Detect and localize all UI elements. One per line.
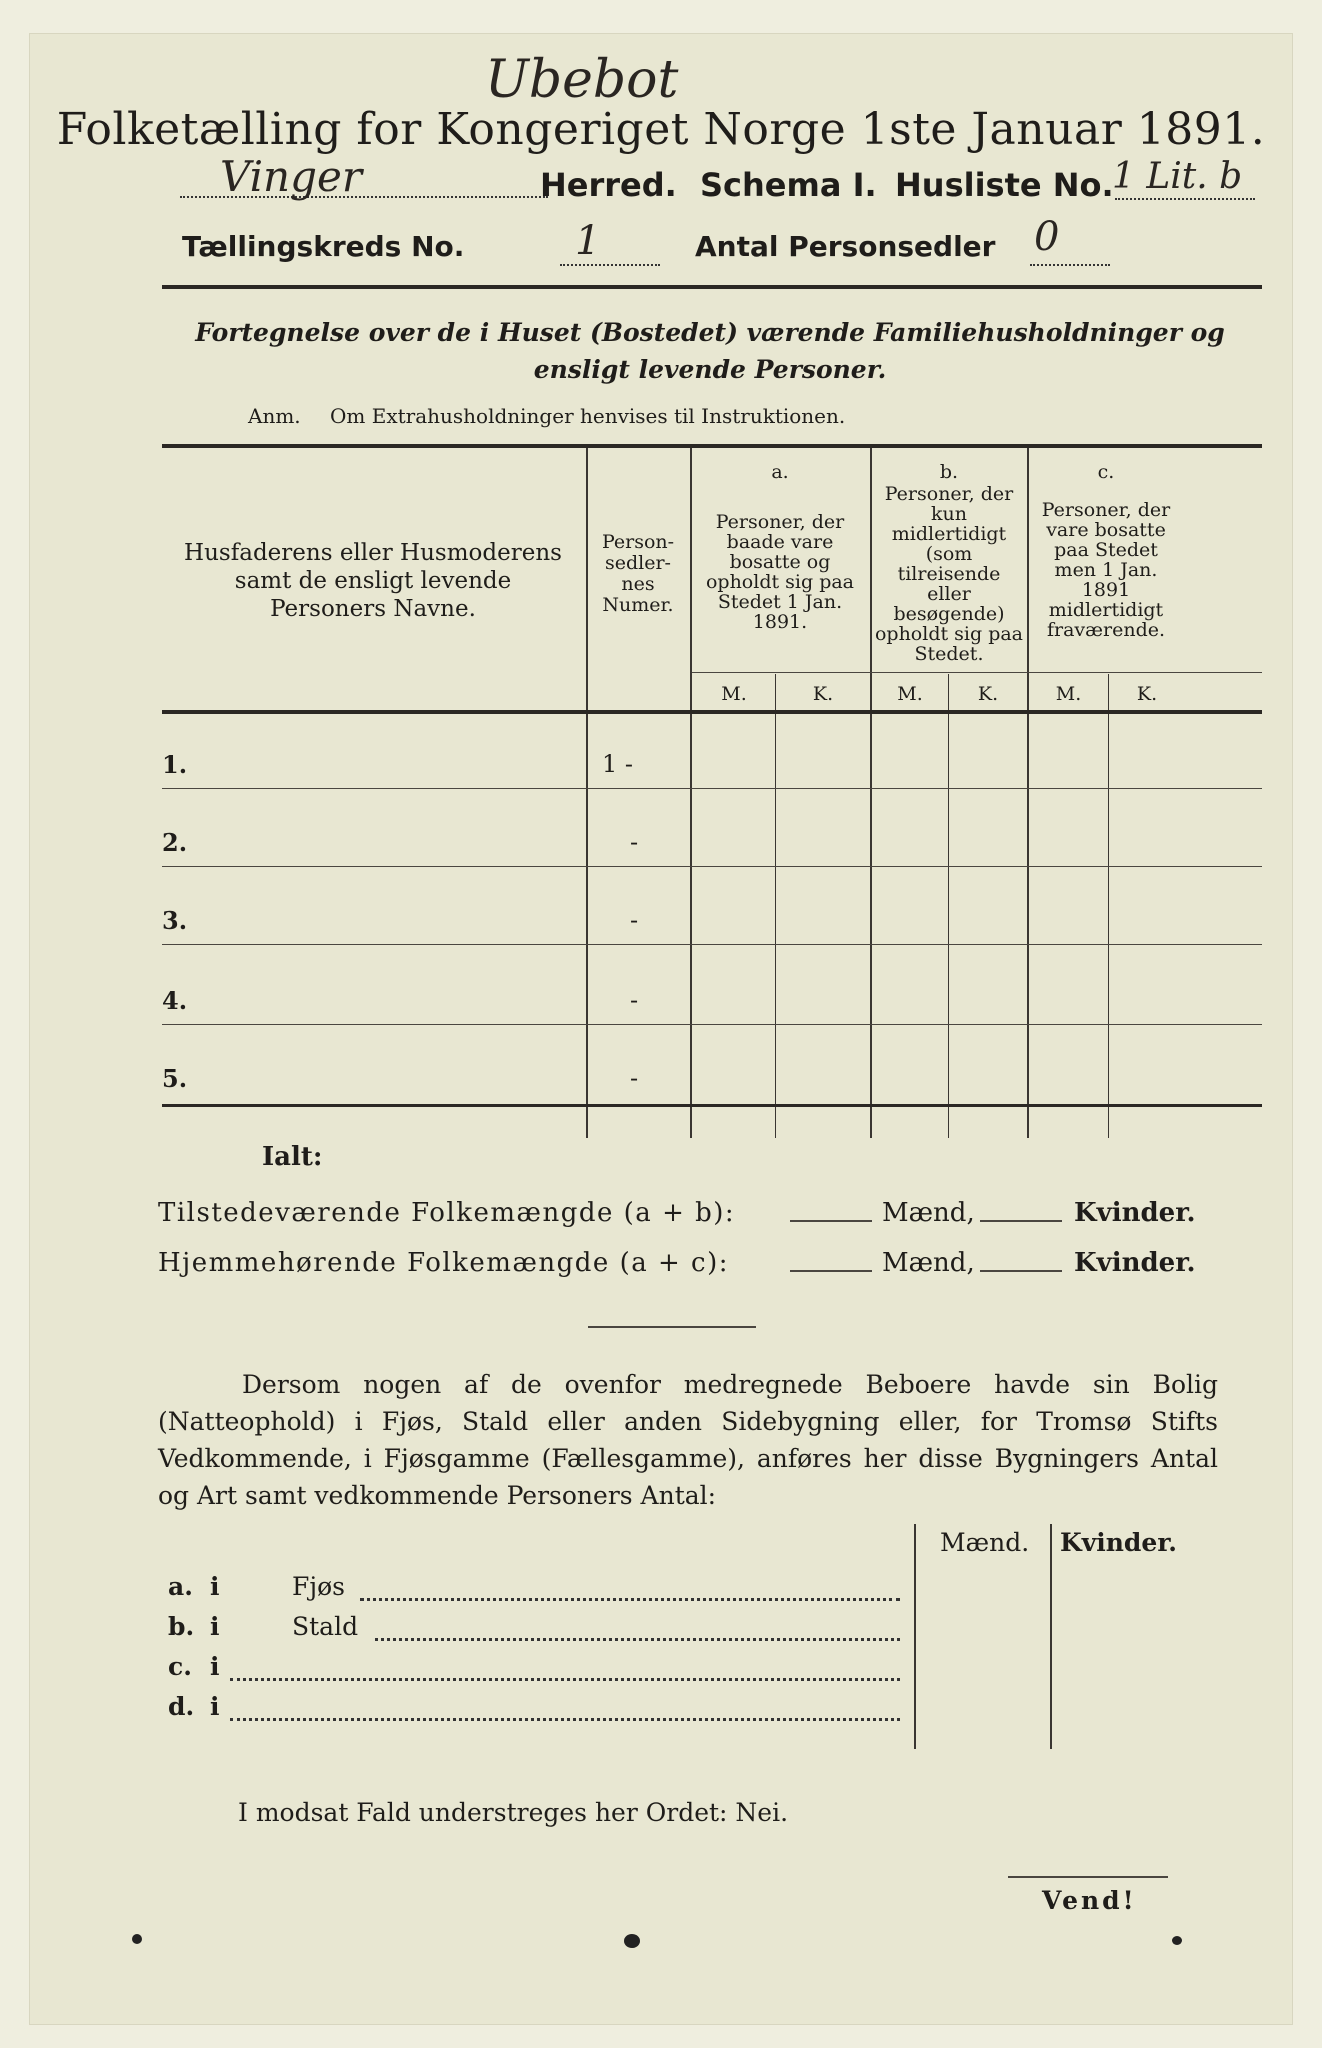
- tilstede-kvinder-label: Kvinder.: [1074, 1198, 1196, 1228]
- tilstede-maend-label: Mænd,: [882, 1198, 975, 1228]
- ialt-label: Ialt:: [262, 1142, 323, 1172]
- building-row-dots: [360, 1596, 900, 1601]
- buildings-col-divider: [914, 1524, 916, 1749]
- tilstede-maend-blank: [790, 1220, 872, 1222]
- col-a-m: M.: [721, 683, 747, 705]
- census-form: [30, 34, 1292, 2024]
- mk-header-line: [692, 672, 1262, 673]
- anm-text: Om Extrahusholdninger henvises til Instruktionen.: [330, 404, 846, 428]
- row-numer: -: [630, 986, 639, 1014]
- col-divider: [870, 448, 872, 1138]
- col-divider-mk: [1108, 674, 1109, 1138]
- building-row-dots: [230, 1716, 900, 1721]
- binding-hole: [624, 1934, 640, 1948]
- row-line: [162, 944, 1262, 945]
- herred-label: Herred.: [540, 166, 677, 204]
- hjemme-maend-label: Mænd,: [882, 1248, 975, 1278]
- header-rule: [162, 285, 1262, 289]
- row-line: [162, 866, 1262, 867]
- buildings-kvinder-header: Kvinder.: [1060, 1528, 1177, 1557]
- col-c-letter: c.: [1097, 461, 1115, 483]
- row-number: 4.: [162, 986, 188, 1015]
- personsedler-count: 0: [1034, 214, 1060, 260]
- row-numer: -: [630, 828, 639, 856]
- col-a-k: K.: [812, 683, 834, 705]
- row-numer: -: [630, 906, 639, 934]
- building-row-prep: i: [210, 1652, 220, 1681]
- building-row-prep: i: [210, 1572, 220, 1601]
- building-row-prep: i: [210, 1612, 220, 1641]
- col-divider-mk: [948, 674, 949, 1138]
- vend-rule: [1008, 1876, 1168, 1878]
- antal-dotted-line: [1030, 262, 1110, 266]
- row-numer: -: [630, 1064, 639, 1092]
- buildings-paragraph: Dersom nogen af de ovenfor medregnede Beboere havde sin Bolig (Natteophold) i Fjøs, Stald eller anden Sidebygning eller, for Tromsø Stifts Vedkommende, i Fjøsgamme (Fællesgamme), anføres her disse Bygningers Antal og Art samt vedkommende Personers Antal:: [158, 1370, 1218, 1510]
- row-number: 5.: [162, 1064, 188, 1093]
- building-row-letter: c.: [168, 1652, 192, 1681]
- handwritten-top-note: Ubebot: [485, 50, 679, 110]
- binding-mark: [132, 1934, 142, 1944]
- kreds-number: 1: [575, 218, 601, 264]
- husliste-label: Husliste No.: [895, 166, 1114, 204]
- row-number: 3.: [162, 906, 188, 935]
- nei-instruction: I modsat Fald understreges her Ordet: Nei.: [238, 1798, 789, 1827]
- row-line: [162, 1024, 1262, 1025]
- building-row-letter: b.: [168, 1612, 195, 1641]
- building-row-prep: i: [210, 1692, 220, 1721]
- section-divider: [588, 1326, 756, 1328]
- table-bottom-rule: [162, 1104, 1262, 1107]
- col-a-text: Personer, der baade vare bosatte og opholdt sig paa Stedet 1 Jan. 1891.: [705, 511, 855, 633]
- form-title: Folketælling for Kongeriget Norge 1ste Januar 1891.: [56, 104, 1266, 155]
- col-header-names: Husfaderens eller Husmoderens samt de ensligt levende Personers Navne.: [184, 540, 562, 622]
- building-row-dots: [230, 1676, 900, 1681]
- row-number: 2.: [162, 828, 188, 857]
- building-row-letter: d.: [168, 1692, 195, 1721]
- binding-mark: [1172, 1936, 1182, 1945]
- table-top-rule: [162, 444, 1262, 448]
- col-divider: [690, 448, 692, 1138]
- building-row-name: Fjøs: [292, 1572, 345, 1601]
- buildings-col-divider: [1050, 1524, 1052, 1749]
- col-b-letter: b.: [939, 461, 959, 483]
- col-b-text: Personer, der kun midlertidigt (som tilreisende eller besøgende) opholdt sig paa Stedet.: [874, 483, 1024, 665]
- col-divider: [1027, 448, 1029, 1138]
- vend-label: Vend!: [1042, 1886, 1137, 1915]
- kreds-label: Tællingskreds No.: [182, 230, 465, 263]
- building-row-letter: a.: [168, 1572, 193, 1601]
- col-divider-mk: [775, 674, 776, 1138]
- building-row-name: Stald: [292, 1612, 359, 1641]
- row-number: 1.: [162, 750, 188, 779]
- antal-label: Antal Personsedler: [695, 230, 996, 263]
- col-b-k: K.: [977, 683, 999, 705]
- col-b-m: M.: [897, 683, 923, 705]
- tilstede-kvinder-blank: [980, 1220, 1062, 1222]
- hjemme-kvinder-blank: [980, 1270, 1062, 1272]
- row-numer: 1 -: [602, 750, 634, 778]
- col-header-numer: Person-sedler-nes Numer.: [601, 531, 675, 616]
- col-c-m: M.: [1055, 683, 1082, 705]
- col-c-k: K.: [1136, 683, 1158, 705]
- row-line: [162, 788, 1262, 789]
- anm-label: Anm.: [248, 404, 301, 428]
- buildings-maend-header: Mænd.: [940, 1528, 1030, 1557]
- herred-name: Vinger: [220, 152, 362, 201]
- col-divider: [586, 448, 588, 1138]
- husliste-number: 1 Lit. b: [1112, 156, 1243, 197]
- header-bottom-rule: [162, 710, 1262, 714]
- schema-label: Schema I.: [700, 166, 877, 204]
- building-row-dots: [375, 1636, 900, 1641]
- col-c-text: Personer, der vare bosatte paa Stedet men 1 Jan. 1891 midlertidigt fraværende.: [1041, 499, 1171, 641]
- tilstede-label: Tilstedeværende Folkemængde (a + b):: [158, 1198, 736, 1228]
- hjemme-kvinder-label: Kvinder.: [1074, 1248, 1196, 1278]
- col-a-letter: a.: [771, 461, 789, 483]
- hjemme-maend-blank: [790, 1270, 872, 1272]
- intro-heading: Fortegnelse over de i Huset (Bostedet) værende Familiehusholdninger og ensligt levende Personer.: [195, 318, 1225, 384]
- hjemme-label: Hjemmehørende Folkemængde (a + c):: [158, 1248, 729, 1278]
